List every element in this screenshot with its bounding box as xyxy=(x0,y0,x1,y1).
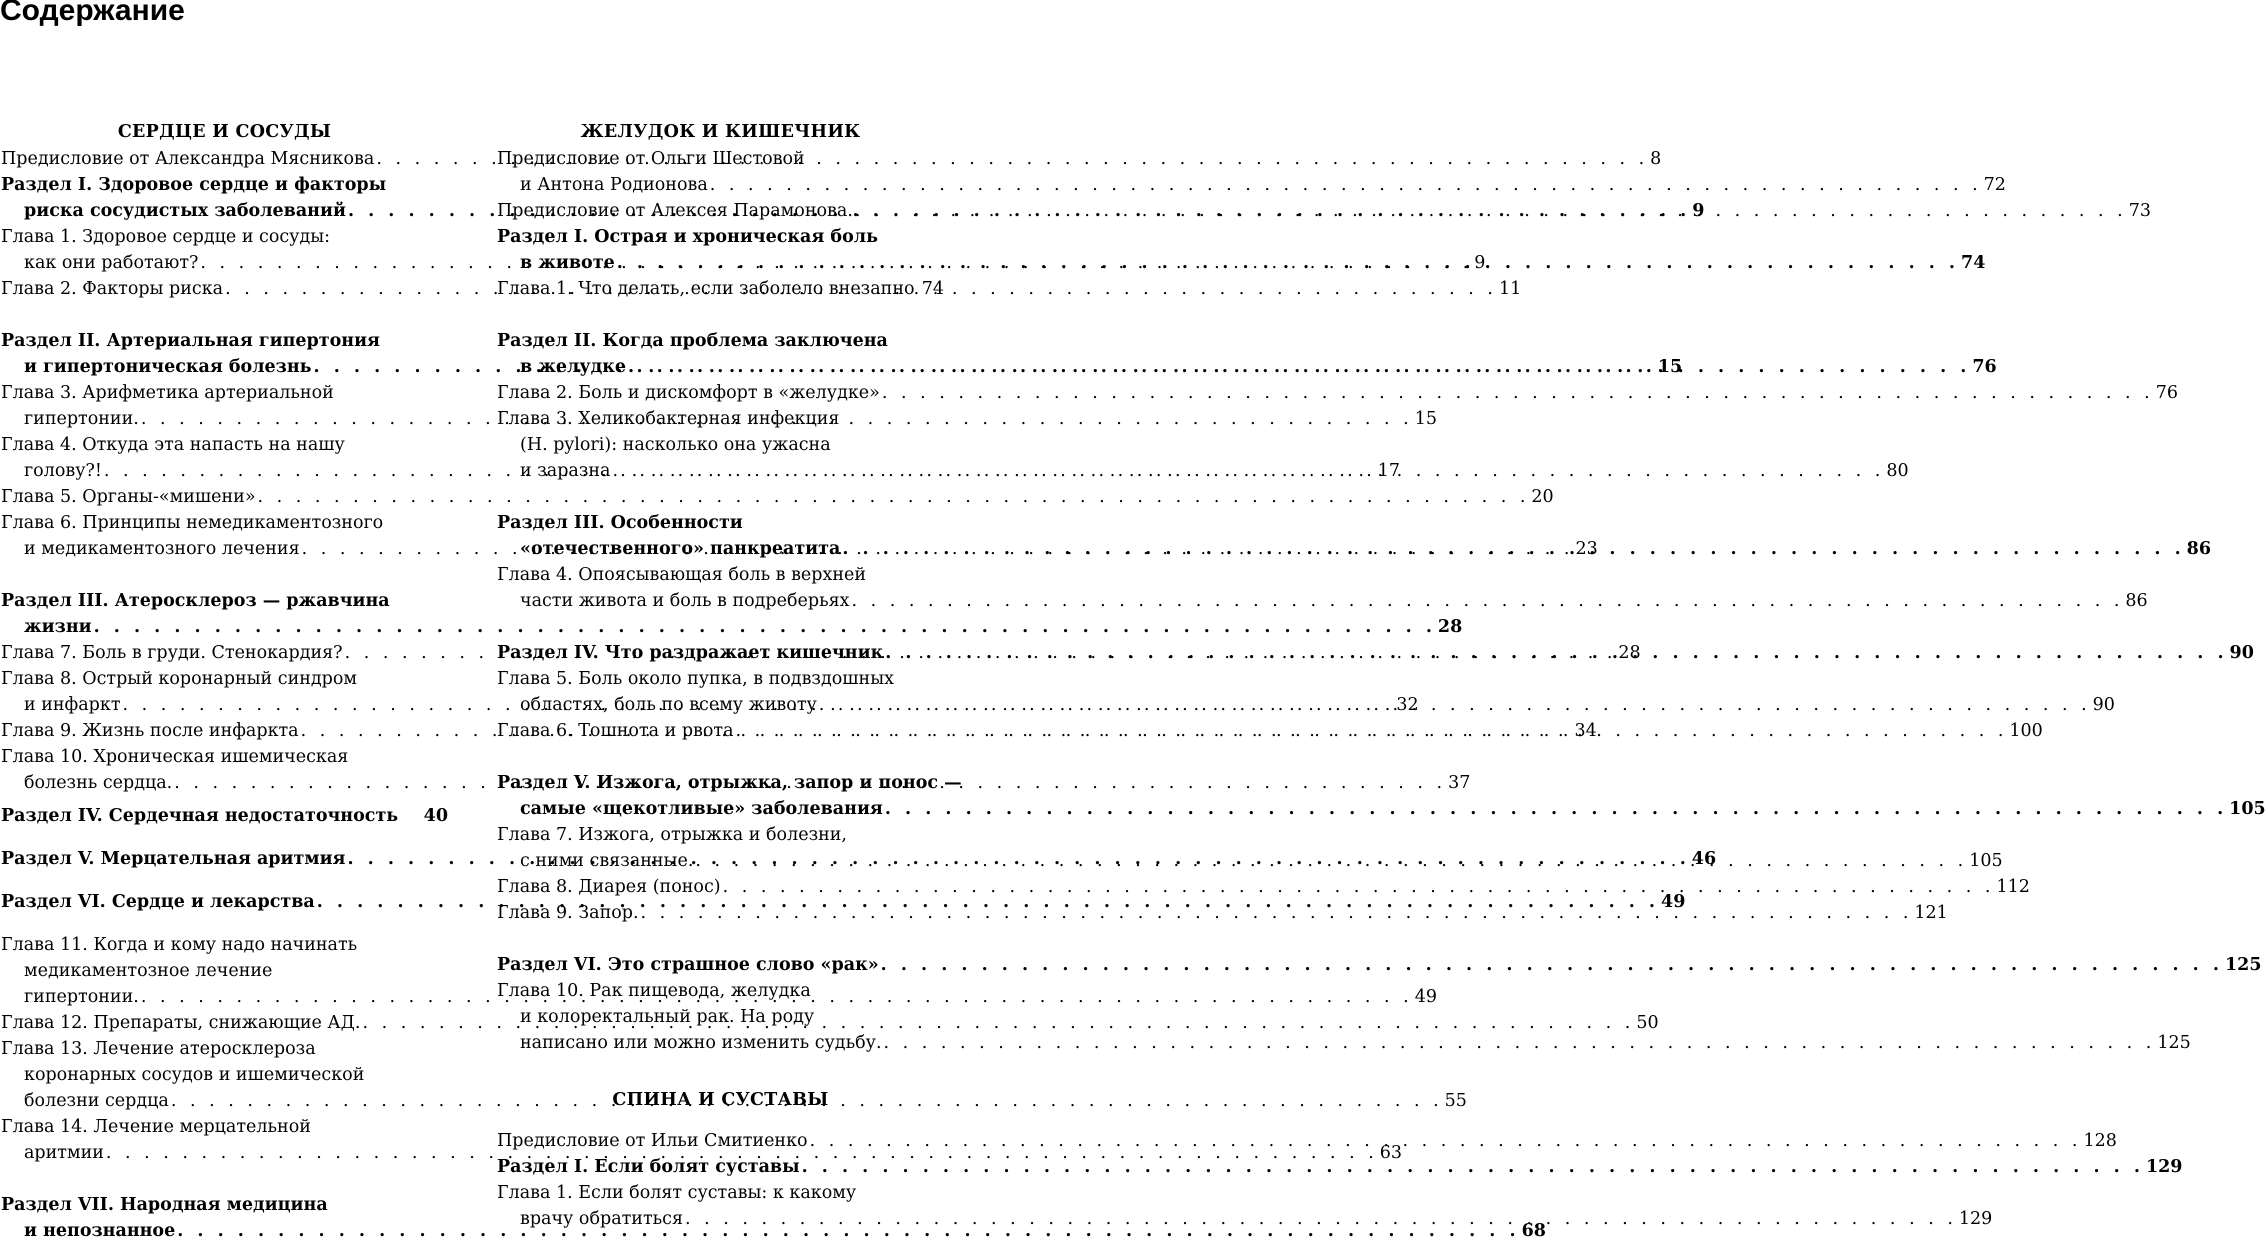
toc-entry[interactable] xyxy=(497,198,2152,224)
toc-entry-title: как они работают? xyxy=(24,253,199,273)
toc-entry-line xyxy=(497,588,2148,614)
toc-entry-line xyxy=(1,1192,448,1218)
toc-entry[interactable] xyxy=(497,1154,2183,1180)
toc-entry-line xyxy=(497,224,944,250)
toc-entry-title: риска сосудистых заболеваний xyxy=(24,201,346,221)
toc-entry-line xyxy=(497,276,944,302)
page-number: 73 xyxy=(2128,201,2152,221)
page-number: 74 xyxy=(921,279,944,299)
toc-entry[interactable] xyxy=(1,484,1554,510)
page-number: 90 xyxy=(2229,643,2254,663)
toc-entry-title: Раздел I. Если болят суставы xyxy=(497,1157,800,1177)
toc-entry-title: Раздел VII. Народная медицина xyxy=(1,1195,328,1215)
toc-entry-title: областях, боль по всему животу xyxy=(520,695,817,715)
toc-entry-line xyxy=(1,328,448,354)
toc-entry-line xyxy=(497,822,944,848)
page-number: 128 xyxy=(2083,1131,2117,1151)
toc-entry-title: Раздел VI. Сердце и лекарства xyxy=(1,892,315,912)
dot-leader xyxy=(879,952,2225,978)
toc-entry-title: Предисловие от Алексея Парамонова. xyxy=(497,201,853,221)
toc-entry[interactable] xyxy=(497,562,2148,614)
toc-entry-title: Глава 6. Принципы немедикаментозного xyxy=(1,513,384,533)
toc-entry-title: и медикаментозного лечения xyxy=(24,539,300,559)
toc-entry-title: коронарных сосудов и ишемической xyxy=(24,1065,365,1085)
toc-entry-title: Раздел III. Атеросклероз — ржавчина xyxy=(1,591,390,611)
page-title: Содержание xyxy=(0,0,185,27)
toc-entry-line xyxy=(1,614,1463,640)
toc-entry-line xyxy=(497,406,944,432)
toc-entry-line xyxy=(497,510,944,536)
dot-leader xyxy=(882,1030,2158,1056)
toc-entry-title: Глава 10. Рак пищевода, желудка xyxy=(497,981,811,1001)
toc-entry-title: Глава 3. Арифметика артериальной xyxy=(1,383,334,403)
page-number: 17 xyxy=(1377,461,1401,481)
dot-leader xyxy=(850,588,2126,614)
toc-entry-line xyxy=(497,1004,944,1030)
toc-entry-title: и Антона Родионова xyxy=(520,175,708,195)
toc-entry-line xyxy=(497,770,962,796)
toc-entry[interactable] xyxy=(497,380,2178,406)
toc-entry-title: Глава 14. Лечение мерцательной xyxy=(1,1117,311,1137)
toc-entry-title: Глава 8. Диарея (понос) xyxy=(497,877,721,897)
dot-leader xyxy=(853,198,2129,224)
toc-entry[interactable] xyxy=(1,803,448,829)
page-number: 9 xyxy=(1692,201,1705,221)
toc-entry-title: Раздел II. Когда проблема заключена xyxy=(497,331,888,351)
toc-entry-title: Предисловие от Ольги Шестовой xyxy=(497,149,805,169)
page-number: 112 xyxy=(1996,877,2030,897)
toc-entry-title: Глава 9. Жизнь после инфаркта xyxy=(1,721,299,741)
toc-entry-line xyxy=(1,380,448,406)
page-number: 46 xyxy=(1691,849,1717,869)
toc-entry[interactable] xyxy=(497,276,944,302)
toc-entry-title: Глава 1. Если болят суставы: к какому xyxy=(497,1183,857,1203)
page-number: 121 xyxy=(1914,903,1948,923)
toc-entry-title: и инфаркт xyxy=(24,695,121,715)
toc-entry-title: Раздел II. Артериальная гипертония xyxy=(1,331,380,351)
page-number: 15 xyxy=(1657,357,1683,377)
section-heading: ЖЕЛУДОК И КИШЕЧНИК xyxy=(580,122,861,142)
toc-entry-line xyxy=(497,1030,2191,1056)
page-number: 74 xyxy=(1961,253,1986,273)
toc-entry-title: Раздел V. Изжога, отрыжка, запор и понос — xyxy=(497,773,962,793)
toc-entry-title: Глава 1. Здоровое сердце и сосуды: xyxy=(1,227,331,247)
page-number: 129 xyxy=(2145,1157,2183,1177)
toc-entry-line xyxy=(497,328,944,354)
dot-leader xyxy=(817,692,2093,718)
toc-entry-title: Глава 4. Опоясывающая боль в верхней xyxy=(497,565,867,585)
page-number: 40 xyxy=(423,806,448,826)
dot-leader xyxy=(626,354,1972,380)
section-heading: СПИНА И СУСТАВЫ xyxy=(612,1090,829,1110)
toc-entry-title: Глава 9. Запор. xyxy=(497,903,639,923)
dot-leader xyxy=(883,796,2229,822)
toc-entry-title: Раздел IV. Что раздражает кишечник xyxy=(497,643,884,663)
toc-entry-line xyxy=(1,1062,448,1088)
page-number: 105 xyxy=(2229,799,2266,819)
page-number: 11 xyxy=(1498,279,1522,299)
page-number: 86 xyxy=(2186,539,2212,559)
page-number: 129 xyxy=(1958,1209,1993,1229)
page-number: 68 xyxy=(1521,1221,1546,1241)
page-number: 125 xyxy=(2157,1033,2191,1053)
toc-entry[interactable] xyxy=(497,146,2006,198)
toc-entry-title: и колоректальный рак. На роду xyxy=(520,1007,815,1027)
toc-entry-line xyxy=(1,932,448,958)
toc-entry-line xyxy=(497,198,2152,224)
page-number: 76 xyxy=(2155,383,2178,403)
toc-entry-line xyxy=(1,588,448,614)
toc-entry-line xyxy=(1,666,448,692)
page-number: 9 xyxy=(1474,253,1486,273)
toc-entry-title: болезнь сердца. xyxy=(24,773,173,793)
dot-leader xyxy=(683,1206,1959,1232)
toc-entry-title: Раздел I. Острая и хроническая боль xyxy=(497,227,878,247)
toc-entry-line xyxy=(1,172,448,198)
page-number: 28 xyxy=(1437,617,1463,637)
toc-entry-line xyxy=(1,484,1554,510)
toc-entry-title: Раздел VI. Это страшное слово «рак» xyxy=(497,955,879,975)
toc-entry-title: Глава 8. Острый коронарный синдром xyxy=(1,669,358,689)
dot-leader xyxy=(639,900,1915,926)
dot-leader xyxy=(615,250,1961,276)
page-number: 72 xyxy=(1983,175,2006,195)
dot-leader xyxy=(708,172,1984,198)
toc-entry-line xyxy=(497,874,2030,900)
dot-leader xyxy=(880,380,2156,406)
toc-entry-title: аритмии xyxy=(24,1143,104,1163)
page-number: 23 xyxy=(1575,539,1598,559)
toc-entry-title: Глава 7. Боль в груди. Стенокардия? xyxy=(1,643,343,663)
toc-entry-line xyxy=(1,432,448,458)
page-number: 49 xyxy=(1414,987,1437,1007)
toc-entry-line xyxy=(497,978,944,1004)
dot-leader xyxy=(721,874,1997,900)
toc-entry-title: Глава 2. Боль и дискомфорт в «желудке» xyxy=(497,383,880,403)
toc-entry-title: и гипертоническая болезнь xyxy=(24,357,312,377)
toc-entry-line xyxy=(497,432,944,458)
toc-entry-title: Глава 5. Боль около пупка, в подвздошных xyxy=(497,669,895,689)
section-heading: СЕРДЦЕ И СОСУДЫ xyxy=(117,122,332,142)
page-number: 28 xyxy=(1618,643,1641,663)
page-number: 55 xyxy=(1444,1091,1467,1111)
dot-leader xyxy=(693,848,1969,874)
toc-entry-title: Глава 10. Хроническая ишемическая xyxy=(1,747,349,767)
toc-entry-line xyxy=(497,172,2006,198)
toc-entry-title: Глава 4. Откуда эта напасть на нашу xyxy=(1,435,345,455)
toc-entry-title: Глава 7. Изжога, отрыжка и болезни, xyxy=(497,825,847,845)
toc-entry-line xyxy=(497,562,944,588)
toc-entry-line xyxy=(497,250,1986,276)
toc-entry-title: в животе xyxy=(520,253,615,273)
page-number: 100 xyxy=(2009,721,2043,741)
page-number: 8 xyxy=(1650,149,1662,169)
toc-entry-title: Глава 5. Органы-«мишени» xyxy=(1,487,256,507)
toc-entry-line xyxy=(1,744,448,770)
page-number: 34 xyxy=(1574,721,1597,741)
toc-entry-title: жизни xyxy=(24,617,92,637)
page-number: 49 xyxy=(1661,892,1686,912)
toc-entry-title: Глава 12. Препараты, снижающие АД. xyxy=(1,1013,361,1033)
page-number: 15 xyxy=(1414,409,1437,429)
page-number: 86 xyxy=(2125,591,2148,611)
toc-entry-title: написано или можно изменить судьбу. xyxy=(520,1033,882,1053)
page-number: 50 xyxy=(1636,1013,1659,1033)
toc-entry-title: гипертонии. xyxy=(24,987,139,1007)
dot-leader xyxy=(734,718,2010,744)
toc-entry[interactable] xyxy=(497,952,2262,978)
toc-entry-line xyxy=(497,380,2178,406)
toc-entry-line xyxy=(497,666,944,692)
toc-entry-title: Предисловие от Александра Мясникова xyxy=(1,149,375,169)
toc-entry-title: с ними связанные. xyxy=(520,851,694,871)
toc-entry-title: части живота и боль в подреберьях xyxy=(520,591,850,611)
toc-entry-title: Раздел V. Мерцательная аритмия xyxy=(1,849,346,869)
toc-entry-title: Раздел IV. Сердечная недостаточность xyxy=(1,806,399,826)
toc-entry-title: Глава 2. Факторы риска xyxy=(1,279,224,299)
toc-entry-line xyxy=(1,958,448,984)
page-number: 20 xyxy=(1531,487,1554,507)
dot-leader xyxy=(610,458,1886,484)
toc-entry-line xyxy=(1,1114,448,1140)
toc-entry-title: (H. pylori): насколько она ужасна xyxy=(520,435,831,455)
page-number: 32 xyxy=(1396,695,1419,715)
toc-entry-title: Глава 1. Что делать, если заболело внезапно xyxy=(497,279,915,299)
toc-entry-title: Глава 6. Тошнота и рвота xyxy=(497,721,734,741)
page-number: 90 xyxy=(2092,695,2115,715)
page-number: 37 xyxy=(1448,773,1471,793)
page-number: 63 xyxy=(1379,1143,1403,1163)
toc-entry-title: Глава 11. Когда и кому надо начинать xyxy=(1,935,358,955)
toc-entry-line xyxy=(497,952,2262,978)
dot-leader xyxy=(808,1128,2084,1154)
dot-leader xyxy=(883,640,2229,666)
dot-leader xyxy=(800,1154,2146,1180)
page-number: 76 xyxy=(1972,357,1997,377)
toc-entry-line xyxy=(1,1036,448,1062)
toc-entry-title: Предисловие от Ильи Смитиенко xyxy=(497,1131,808,1151)
toc-entry-title: Раздел I. Здоровое сердце и факторы xyxy=(1,175,387,195)
toc-entry-line xyxy=(497,146,944,172)
page-number: 105 xyxy=(1969,851,2003,871)
toc-entry-line xyxy=(1,224,448,250)
toc-entry-line xyxy=(497,1154,2183,1180)
toc-entry-title: Глава 13. Лечение атеросклероза xyxy=(1,1039,316,1059)
toc-entry-title: врачу обратиться xyxy=(520,1209,684,1229)
toc-entry-line xyxy=(1,803,448,829)
toc-entry-title: Глава 3. Хеликобактерная инфекция xyxy=(497,409,840,429)
toc-entry-title: самые «щекотливые» заболевания xyxy=(520,799,883,819)
dot-leader xyxy=(840,536,2186,562)
toc-entry[interactable] xyxy=(497,874,2030,900)
toc-entry-title: гипертонии. xyxy=(24,409,139,429)
toc-entry-line xyxy=(1,510,448,536)
page-number: 80 xyxy=(1886,461,1909,481)
toc-entry-title: голову?! xyxy=(24,461,102,481)
toc-entry-title: и заразна xyxy=(520,461,611,481)
toc-entry-title: Раздел III. Особенности xyxy=(497,513,743,533)
toc-entry-title: «отечественного» панкреатита xyxy=(520,539,841,559)
toc-entry-title: медикаментозное лечение xyxy=(24,961,273,981)
toc-entry[interactable] xyxy=(497,224,1986,276)
toc-entry-line xyxy=(497,1180,944,1206)
toc-entry-title: болезни сердца xyxy=(24,1091,169,1111)
toc-entry-line xyxy=(497,796,2266,822)
toc-entry-title: и непознанное xyxy=(24,1221,176,1241)
page-number: 125 xyxy=(2224,955,2262,975)
toc-entry-title: в желудке xyxy=(520,357,627,377)
